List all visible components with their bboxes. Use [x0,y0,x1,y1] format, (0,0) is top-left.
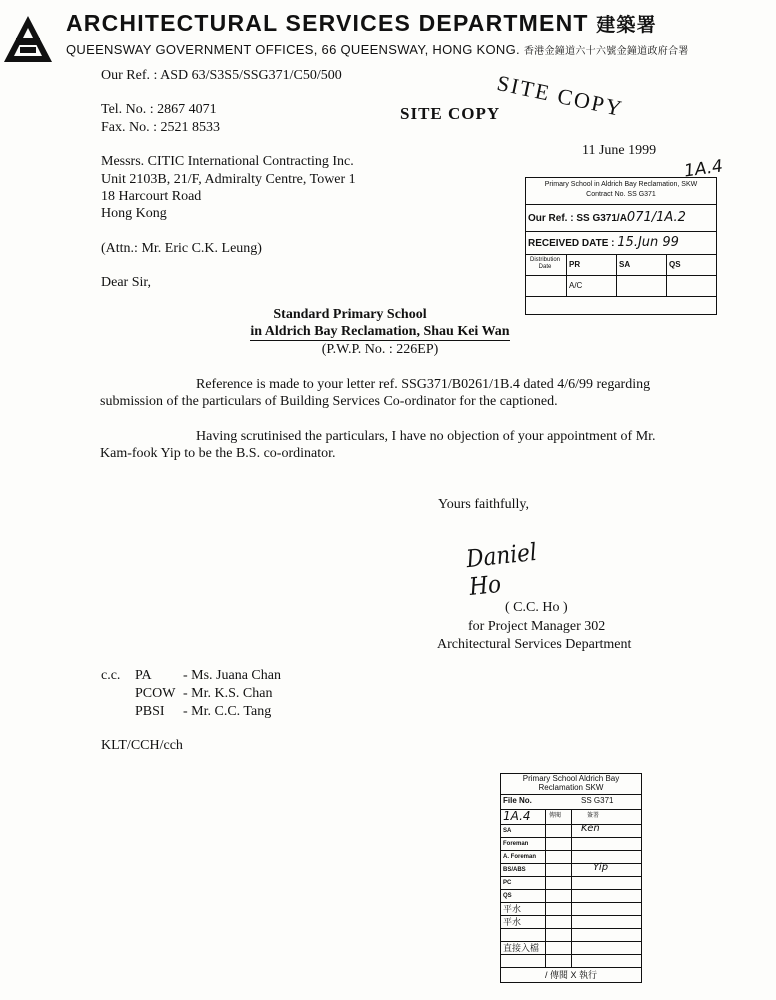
salutation: Dear Sir, [101,275,151,290]
ac-row [526,276,716,297]
file-no-label: File No. [503,796,532,805]
body-paragraph-1: Reference is made to your letter ref. SSG371/B0261/1B.4 dated 4/6/99 regarding submission of the particulars of Building Services Co-ordinator for the captioned. [100,377,651,409]
signatory-title: for Project Manager 302 [468,619,606,634]
yours-faithfully: Yours faithfully, [438,497,530,512]
department-address: QUEENSWAY GOVERNMENT OFFICES, 66 QUEENSWAY, HONG KONG. 香港金鐘道六十六號金鐘道政府合署 [66,42,689,57]
recipient-line-4: Hong Kong [101,206,167,221]
received-date-hand: 15.Jun 99 [617,235,679,250]
file-no-row [501,795,641,810]
received-stamp-ref-hand: 071/1A.2 [626,210,686,225]
col-ac: A/C [569,281,583,290]
file-stamp [500,773,642,983]
recipient-line-3: 18 Harcourt Road [101,189,202,204]
col-circulate: 傳閱 [549,813,562,819]
file-row-blank-2 [501,955,641,968]
cc-name-3: - Mr. C.C. Tang [183,704,272,719]
file-no-sub-row [501,810,641,825]
file-stamp-title-1: Primary School Aldrich Bay [522,774,620,783]
department-name-zh: 建築署 [596,14,657,36]
received-stamp [525,177,717,315]
received-stamp-ref-row [526,205,716,232]
fax-no: Fax. No. : 2521 8533 [101,120,220,135]
department-name: ARCHITECTURAL SERVICES DEPARTMENT 建築署 [66,10,657,36]
file-row-foreman: Foreman [501,838,641,851]
recipient-line-1: Messrs. CITIC International Contracting Inc. [101,154,354,169]
cc-name-1: - Ms. Juana Chan [183,668,281,683]
received-stamp-contract: Contract No. SS G371 [586,191,656,198]
cc-name-2: - Mr. K.S. Chan [183,686,273,701]
reference-initials: KLT/CCH/cch [101,738,183,753]
file-row-bs-abs: BS/ABS Yip [501,864,641,877]
col-sign: 簽署 [587,813,600,819]
recipient-line-2: Unit 2103B, 21/F, Admiralty Centre, Tower 1 [101,172,356,187]
file-row-pc: PC [501,877,641,890]
file-stamp-footer: / 傳閱 X 執行 [544,970,597,980]
site-copy-stamp: SITE COPY [494,70,626,122]
col-qs: QS [669,260,681,269]
col-sa: SA [619,260,631,269]
our-ref: Our Ref. : ASD 63/S3S5/SSG371/C50/500 [101,68,342,83]
signatory-department: Architectural Services Department [437,637,632,652]
asd-logo [2,14,54,66]
received-date-row [526,232,716,255]
cc-label: c.c. [101,668,121,683]
file-no-value: SS G371 [581,796,614,805]
file-row-direct-file: 直接入檔 [501,942,641,955]
department-address-zh: 香港金鐘道六十六號金鐘道政府合署 [523,46,689,57]
hand-sa: Ken [581,823,600,834]
file-row-qs: QS [501,890,641,903]
signature: Daniel Ho [464,537,539,602]
cc-role-3: PBSI [135,704,165,719]
col-pr: PR [569,260,581,269]
file-stamp-header [501,774,641,795]
signatory-name: ( C.C. Ho ) [505,600,568,615]
cc-role-1: PA [135,668,152,683]
file-row-sa: SA Ken [501,825,641,838]
file-row-ping-shui-1: 平水 [501,903,641,916]
received-stamp-header [526,178,716,205]
file-no-hand: 1A.4 [503,809,531,823]
body-paragraph-2: Having scrutinised the particulars, I have no objection of your appointment of Mr. Kam-fook Yip to be the B.S. co-ordinator. [100,429,656,461]
distribution-row [526,255,716,276]
tel-no: Tel. No. : 2867 4071 [101,102,217,117]
subject-line-1: Standard Primary School [273,307,427,322]
recipient-attn: (Attn.: Mr. Eric C.K. Leung) [101,241,262,256]
site-copy-typed: SITE COPY [400,104,501,123]
file-number-handwritten: 1A.4 [682,156,725,182]
received-date-label: RECEIVED DATE : [528,238,615,249]
file-row-ping-shui-2: 平水 [501,916,641,929]
received-stamp-ref-label: Our Ref. : SS G371/A [528,213,627,224]
letter-date: 11 June 1999 [582,143,657,158]
subject-line-2: in Aldrich Bay Reclamation, Shau Kei Wan [250,324,510,339]
cc-role-2: PCOW [135,686,176,701]
file-stamp-title-2: Reclamation SKW [538,783,604,792]
hand-bs: Yip [593,862,609,873]
subject-line-3: (P.W.P. No. : 226EP) [321,342,439,357]
received-stamp-title: Primary School in Aldrich Bay Reclamation, SKW [544,181,698,188]
file-row-a-foreman: A. Foreman [501,851,641,864]
distribution-label: Distribution Date [529,257,560,270]
file-row-blank [501,929,641,942]
